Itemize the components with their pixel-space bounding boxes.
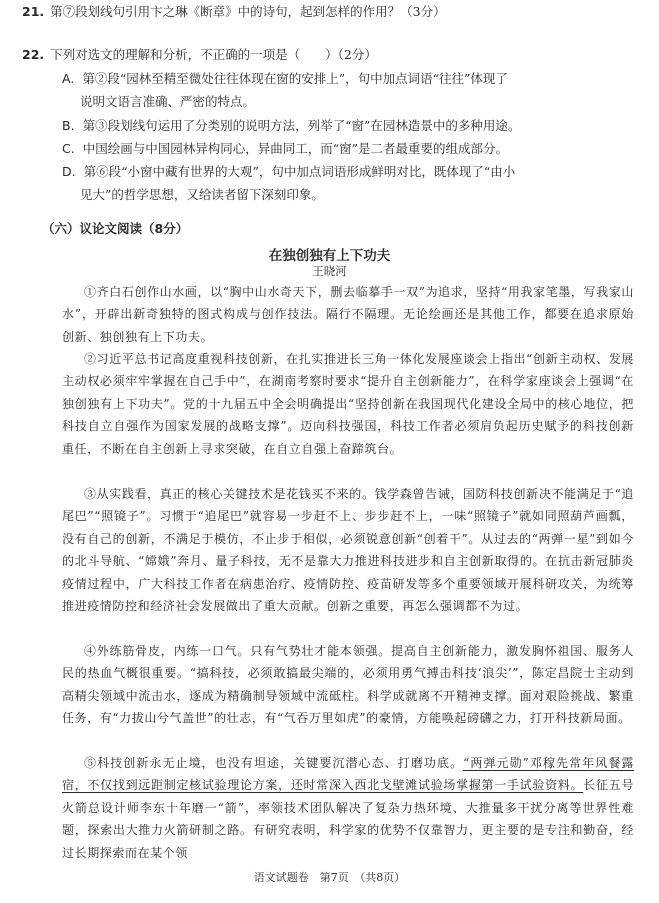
paragraph-2: ②习近平总书记高度重视科技创新，在扎实推进长三角一体化发展座谈会上指出“创新主动权、发展主动权必须牢牢掌握在自己手中”，在湖南考察时要求“提升自主创新能力”，在科学家座谈会上强调“在独创独有上下功夫”。党的十九届五中全会明确提出“坚持创新在我国现代化建设全局中的核心地位，把科技自立自强作为国家发展的战略支撑”。迈向科技强国，科技工作者必须肩负起历史赋予的科技创新重任，不断在自主创新上寻求突破，在自立自强上奋蹄筑台。 (62, 352, 634, 456)
paragraph-4: ④外练筋骨皮，内练一口气。只有气势壮才能本领强。提高自主创新能力，激发胸怀祖国、服务人民的热血气概很重要。“搞科技，必须敢搞最尖端的，必须用勇气搏击科技‘浪尖’”，陈定昌院士主动到高精尖领域中流击水，逐成为精确制导领域中流砥柱。科学成就离不开精神支撑。面对艰险挑战、繁重任务，有“力拔山兮气盖世”的壮志，有“气吞万里如虎”的豪情，方能唤起磅礴之力，打开科技新局面。 (62, 644, 634, 726)
question-text: 下列对选文的理解和分析，不正确的一项是（ ）（2分） (50, 47, 377, 62)
page-footer: 语文试题卷 第7页 （共8页） (253, 871, 406, 884)
question-22 (22, 46, 377, 64)
option-text-cont: 见大”的哲学思想，又给读者留下深刻印象。 (80, 187, 324, 202)
underlined-sentence: “两弹元勋”邓稼先常年风餐露宿，不仅找到远距制定核试验理论方案，还时常深入西北戈壁滩试验场掌握第一手试验资料。 (62, 756, 635, 793)
paragraph-1: ①齐白石创作山水画，以“胸中山水奇天下，删去临摹手一双”为追求，坚持“用我家笔墨，写我家山水”，开辟出新奇独特的图式构成与创作技法。隔行不隔理。无论绘画还是其他工作，都要在追求原始创新、独创独有上下功夫。 (62, 285, 634, 344)
option-text: 中国绘画与中国园林异构同心，异曲同工，而“窗”是二者最重要的组成部分。 (82, 141, 508, 156)
question-number: 22. (22, 47, 45, 62)
option-text: 第②段“园林至精至微处往往体现在窗的安排上”，句中加点词语“往往”体现了 (82, 71, 508, 86)
question-text: 第⑦段划线句引用卞之琳《断章》中的诗句，起到怎样的作用？（3分） (50, 4, 446, 19)
option-d (62, 160, 642, 206)
question-21 (22, 3, 446, 21)
paragraph-5-tail: 长征五号火箭总设计师李东十年磨一“箭”，率领技术团队解决了复杂力热环境、大推量多干扰分离等世界性难题，探索出大推力火箭研制之路。有研究表明，科学家的优势不仅靠智力，更主要的是专注和勤奋，经过长期探索而在某个领 (62, 778, 634, 860)
option-text: 第⑥段“小窗中藏有世界的大观”，句中加点词语形成鲜明对比，既体现了“由小 (83, 164, 516, 179)
option-label: D. (62, 164, 76, 179)
option-text: 第③段划线句运用了分类别的说明方法，列举了“窗”在园林造景中的多种用途。 (82, 118, 521, 133)
article-title: 在独创独有上下功夫 (268, 248, 391, 264)
article-author: 王晓河 (312, 264, 347, 278)
paragraph-5-text: ⑤科技创新永无止境，也没有坦途，关键要沉潜心态、打磨功底。 (84, 756, 464, 770)
section-heading: （六）议论文阅读（8分） (42, 221, 189, 236)
option-label: C. (62, 141, 75, 156)
option-label: A. (62, 71, 75, 86)
paragraph-5 (62, 752, 634, 864)
paragraph-3: ③从实践看，真正的核心关键技术是花钱买不来的。钱学森曾告诫，国防科技创新决不能满足于“追尾巴”“照镜子”。习惯于“追尾巴”就容易一步赶不上、步步赶不上，一味“照镜子”就如同照葫芦画瓢，没有自己的创新，不满足于模仿，不止步于相似，必须锐意创新“创着干”。从过去的“两弹一星”到如今的北斗导航、“嫦娥”奔月、量子科技，无不是靠大力推进科技进步和自主创新取得的。在抗击新冠肺炎疫情过程中，广大科技工作者在病患治疗、疫情防控、疫苗研发等多个重要领域开展科研攻关，为统筹推进疫情防控和经济社会发展做出了重大贡献。创新之重要，再怎么强调都不为过。 (62, 487, 634, 614)
question-number: 21. (22, 4, 45, 19)
option-c (62, 137, 642, 160)
option-a (62, 67, 642, 113)
option-text-cont: 说明文语言准确、严密的特点。 (80, 94, 256, 109)
option-label: B. (62, 118, 75, 133)
option-b (62, 114, 642, 137)
